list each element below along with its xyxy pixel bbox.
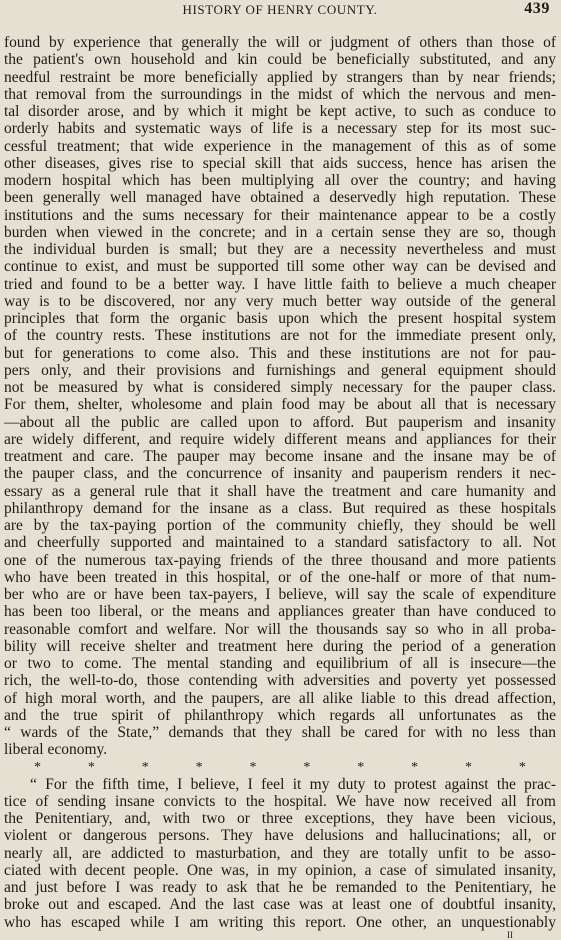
text-line: the Penitentiary, and, with two or three exceptions, they have been vicious, [4,810,556,827]
text-line: found by experience that generally the will or judgment of others than those of [4,34,556,51]
text-line: tal disorder arose, and by which it might be kept active, to such as conduce to [4,103,556,120]
separator-star: * [34,759,41,775]
paragraph-2 [4,776,556,931]
text-line: For them, shelter, wholesome and plain food may be about all that is necessary [4,396,556,414]
text-line: essary as a general rule that it shall have the treatment and care humanity and [4,482,556,500]
text-line: rich, the well-to-do, those contending with adversities and poverty yet possessed [4,672,556,690]
separator-star: * [357,759,365,775]
text-line: modern hospital which has been multiplying all over the country; and having [4,172,556,189]
separator-star: * [141,759,149,775]
text-line: other diseases, gives rise to special skill that aids success, hence has arisen the [4,154,556,172]
text-line: who have been treated in this hospital, or of the one-half or more of that num- [4,568,556,586]
text-line: the patient's own household and kin could be beneficially substituted, and any [4,51,556,69]
text-line: tice of sending insane convicts to the hospital. We have now received all from [4,792,556,810]
text-line: principles that form the organic basis upon which the present hospital system [4,310,556,327]
text-line: who has escaped while I am writing this report. One other, an unquestionably [4,913,556,931]
text-line: “ For the fifth time, I believe, I feel it my duty to protest against the prac- [30,775,556,793]
text-line: has been too liberal, or the means and appliances greater than have conduced to [4,603,556,621]
text-line: pers only, and their provisions and furnishings and general equipment should [4,361,556,379]
paragraph-1 [4,34,556,759]
text-line: orderly habits and systematic ways of life is a necessary step for its most suc- [4,120,556,138]
text-line: ciated with decent people. One was, in my opinion, a case of simulated insanity, [4,861,556,879]
text-line: reasonable comfort and welfare. Nor will the thousands say so who in all proba- [4,620,556,638]
text-line: way is to be discovered, nor any very much better way outside of the general [4,292,556,310]
text-line: that removal from the surroundings in the midst of which the nervous and men- [4,85,556,103]
text-line: or two to come. The mental standing and equilibrium of all is insecure—the [4,655,556,672]
text-line: the individual burden is small; but they are a necessity nevertheless and must [4,241,556,258]
text-line: but for generations to come also. This and these institutions are not for pau- [4,344,556,362]
body-text [4,34,556,931]
text-line: institutions and the sums necessary for their maintenance appear to be a costly [4,206,556,224]
separator-star: * [249,759,257,775]
text-line: the pauper class, and the concurrence of insanity and pauperism renders it nec- [4,465,556,483]
separator-star: * [411,759,419,775]
text-line: violent or dangerous persons. They have delusions and hallucinations; all, or [4,827,556,845]
separator-star: * [465,759,472,775]
text-line: of high moral worth, and the paupers, are all alike liable to this dread affection, [4,689,556,707]
text-line: not be measured by what is considered simply necessary for the pauper class. [4,379,556,396]
separator-star: * [518,759,526,775]
separator-star: * [87,759,95,775]
text-line: are widely different, and require widely different means and appliances for their [4,430,556,448]
signature-mark: II [507,930,513,940]
text-line: continue to exist, and must be supported till some other way can be devised and [4,258,556,276]
text-line: cessful treatment; that wide experience in the management of this as of some [4,137,556,155]
text-line: —about all the public are called upon to afford. But pauperism and insanity [4,413,556,431]
running-header [4,0,556,22]
text-line: philanthropy demand for the insane as a class. But required as these hospitals [4,499,556,517]
text-line: tried and found to be a better way. I have little faith to believe a much cheaper [4,275,556,293]
text-line: nearly all, are addicted to masturbation, and they are totally unfit to be asso- [4,844,556,862]
text-line: of the country rests. These institutions are not for the immediate present only, [4,327,556,345]
text-line: burden when viewed in the concrete; and in a certain sense they are so, though [4,223,556,241]
text-line: and just before I was ready to ask that he be remanded to the Penitentiary, he [4,879,556,896]
separator-star: * [195,759,203,775]
separator-star: * [303,759,311,775]
running-title: HISTORY OF HENRY COUNTY. [182,2,378,17]
text-line: been generally well managed have obtained a deservedly high reputation. These [4,189,556,207]
text-line: and cheerfully supported and maintained to a standard satisfactory to all. Not [4,534,556,552]
text-line: treatment and care. The pauper may become insane and the insane may be of [4,448,556,465]
text-line: broke out and escaped. And the last case was at least one of doubtful insanity, [4,896,556,914]
text-line: needful restraint be more beneficially applied by strangers than by near friends; [4,68,556,86]
text-line: “ wards of the State,” demands that they shall be cared for with no less than [4,724,556,741]
text-line: ber who are or have been tax-payers, I believe, will say the scale of expenditure [4,586,556,603]
text-line: bility will receive shelter and treatment here during the period of a generation [4,637,556,655]
text-line: are by the tax-paying portion of the community chiefly, they should be well [4,517,556,534]
page-number: 439 [524,0,550,17]
text-line: and the true spirit of philanthropy which regards all unfortunates as the [4,706,556,724]
section-separator [4,759,556,776]
text-line: one of the numerous tax-paying friends of the three thousand and more patients [4,551,556,569]
text-line: liberal economy. [4,741,108,759]
